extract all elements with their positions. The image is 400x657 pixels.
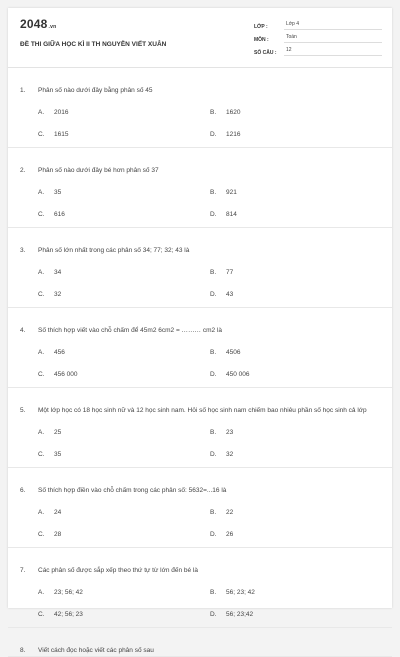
exam-header bbox=[8, 8, 392, 68]
answer-option[interactable] bbox=[210, 363, 382, 385]
option-key: C. bbox=[38, 370, 45, 378]
option-text: 32 bbox=[226, 450, 234, 458]
option-text: 1615 bbox=[54, 130, 69, 138]
exam-meta bbox=[254, 18, 382, 57]
question-text: Một lớp học có 18 học sinh nữ và 12 học sinh nam. Hỏi số học sinh nam chiếm bao nhiêu phần số học sinh cả lớp bbox=[38, 407, 367, 414]
answer-option[interactable] bbox=[210, 203, 382, 225]
meta-class-row bbox=[254, 18, 382, 30]
option-key: D. bbox=[210, 290, 217, 298]
answer-option[interactable] bbox=[210, 123, 382, 145]
meta-class-label: LỚP : bbox=[254, 24, 268, 30]
option-key: C. bbox=[38, 130, 45, 138]
answer-option[interactable] bbox=[210, 101, 382, 123]
answer-option[interactable] bbox=[38, 101, 210, 123]
option-text: 921 bbox=[226, 188, 237, 196]
question-head bbox=[20, 405, 380, 416]
question-list bbox=[8, 68, 392, 657]
answer-option[interactable] bbox=[210, 341, 382, 363]
exam-title: ĐỀ THI GIỮA HỌC KÌ II TH NGUYỄN VIẾT XUÂN bbox=[20, 41, 167, 48]
answer-options bbox=[38, 181, 380, 225]
option-key: B. bbox=[210, 108, 217, 116]
question-number: 8. bbox=[20, 647, 26, 654]
option-key: C. bbox=[38, 290, 45, 298]
question-number: 7. bbox=[20, 567, 26, 574]
option-text: 814 bbox=[226, 210, 237, 218]
question-item bbox=[8, 468, 392, 548]
logo-suffix: .vn bbox=[48, 24, 57, 30]
option-key: C. bbox=[38, 530, 45, 538]
option-text: 2016 bbox=[54, 108, 69, 116]
question-item bbox=[8, 628, 392, 657]
answer-options bbox=[38, 101, 380, 145]
answer-option[interactable] bbox=[38, 523, 210, 545]
question-head bbox=[20, 485, 380, 496]
question-head bbox=[20, 325, 380, 336]
answer-option[interactable] bbox=[210, 261, 382, 283]
question-number: 1. bbox=[20, 87, 26, 94]
option-key: D. bbox=[210, 610, 217, 618]
question-text: Số thích hợp điền vào chỗ chấm trong các phân số: 5632=...16 là bbox=[38, 487, 227, 494]
answer-option[interactable] bbox=[38, 603, 210, 625]
answer-options bbox=[38, 261, 380, 305]
question-text: Số thích hợp viết vào chỗ chấm để 45m2 6cm2 = ……… cm2 là bbox=[38, 327, 222, 334]
question-text: Phân số nào dưới đây bé hơn phân số 37 bbox=[38, 167, 159, 174]
question-head bbox=[20, 165, 380, 176]
question-item bbox=[8, 308, 392, 388]
option-text: 25 bbox=[54, 428, 62, 436]
question-head bbox=[20, 565, 380, 576]
question-item bbox=[8, 548, 392, 628]
option-key: A. bbox=[38, 428, 45, 436]
option-text: 35 bbox=[54, 188, 62, 196]
logo-main: 2048 bbox=[20, 17, 48, 31]
option-text: 450 006 bbox=[226, 370, 250, 378]
option-text: 35 bbox=[54, 450, 62, 458]
question-head bbox=[20, 645, 380, 656]
option-key: A. bbox=[38, 188, 45, 196]
meta-class-value: Lớp 4 bbox=[284, 21, 382, 30]
question-text: Phân số nào dưới đây bằng phân số 45 bbox=[38, 87, 153, 94]
meta-subject-value: Toán bbox=[284, 34, 382, 43]
option-key: A. bbox=[38, 508, 45, 516]
option-key: D. bbox=[210, 530, 217, 538]
option-text: 43 bbox=[226, 290, 234, 298]
answer-option[interactable] bbox=[38, 341, 210, 363]
option-text: 32 bbox=[54, 290, 62, 298]
option-text: 24 bbox=[54, 508, 62, 516]
option-key: B. bbox=[210, 268, 217, 276]
question-item bbox=[8, 148, 392, 228]
question-number: 2. bbox=[20, 167, 26, 174]
answer-option[interactable] bbox=[210, 501, 382, 523]
option-key: A. bbox=[38, 268, 45, 276]
option-text: 23 bbox=[226, 428, 234, 436]
question-text: Viết cách đọc hoặc viết các phân số sau bbox=[38, 647, 154, 654]
answer-option[interactable] bbox=[210, 603, 382, 625]
meta-count-label: SỐ CÂU : bbox=[254, 50, 277, 56]
answer-option[interactable] bbox=[210, 283, 382, 305]
option-key: D. bbox=[210, 130, 217, 138]
meta-subject-row bbox=[254, 31, 382, 43]
option-text: 23; 56; 42 bbox=[54, 588, 83, 596]
question-head bbox=[20, 245, 380, 256]
answer-option[interactable] bbox=[38, 181, 210, 203]
option-text: 56; 23;42 bbox=[226, 610, 254, 618]
option-key: A. bbox=[38, 108, 45, 116]
answer-option[interactable] bbox=[210, 523, 382, 545]
option-key: D. bbox=[210, 210, 217, 218]
question-text: Phân số lớn nhất trong các phân số 34; 77; 32; 43 là bbox=[38, 247, 190, 254]
answer-option[interactable] bbox=[38, 501, 210, 523]
option-key: D. bbox=[210, 370, 217, 378]
question-head bbox=[20, 85, 380, 96]
answer-options bbox=[38, 341, 380, 385]
option-text: 1620 bbox=[226, 108, 241, 116]
option-text: 42; 56; 23 bbox=[54, 610, 83, 618]
question-item bbox=[8, 388, 392, 468]
meta-subject-label: MÔN : bbox=[254, 37, 269, 43]
answer-options bbox=[38, 501, 380, 545]
answer-option[interactable] bbox=[210, 181, 382, 203]
option-key: C. bbox=[38, 210, 45, 218]
answer-option[interactable] bbox=[38, 363, 210, 385]
option-text: 77 bbox=[226, 268, 234, 276]
option-key: B. bbox=[210, 508, 217, 516]
option-key: C. bbox=[38, 610, 45, 618]
answer-option[interactable] bbox=[38, 283, 210, 305]
option-key: B. bbox=[210, 588, 217, 596]
question-number: 3. bbox=[20, 247, 26, 254]
option-key: B. bbox=[210, 348, 217, 356]
question-text: Các phân số được sắp xếp theo thứ tự từ lớn đến bé là bbox=[38, 567, 198, 574]
option-text: 34 bbox=[54, 268, 62, 276]
option-text: 22 bbox=[226, 508, 234, 516]
answer-option[interactable] bbox=[38, 421, 210, 443]
question-number: 6. bbox=[20, 487, 26, 494]
option-text: 56; 23; 42 bbox=[226, 588, 255, 596]
option-key: D. bbox=[210, 450, 217, 458]
meta-count-value: 12 bbox=[284, 47, 382, 56]
option-key: A. bbox=[38, 348, 45, 356]
option-text: 4506 bbox=[226, 348, 241, 356]
option-key: B. bbox=[210, 428, 217, 436]
option-text: 456 000 bbox=[54, 370, 78, 378]
site-logo[interactable] bbox=[20, 17, 56, 31]
answer-option[interactable] bbox=[210, 421, 382, 443]
option-key: C. bbox=[38, 450, 45, 458]
answer-option[interactable] bbox=[38, 203, 210, 225]
answer-options bbox=[38, 581, 380, 625]
option-text: 1216 bbox=[226, 130, 241, 138]
question-item bbox=[8, 228, 392, 308]
answer-option[interactable] bbox=[38, 261, 210, 283]
question-number: 5. bbox=[20, 407, 26, 414]
option-key: B. bbox=[210, 188, 217, 196]
option-text: 616 bbox=[54, 210, 65, 218]
answer-option[interactable] bbox=[210, 443, 382, 465]
answer-option[interactable] bbox=[38, 123, 210, 145]
answer-option[interactable] bbox=[38, 443, 210, 465]
question-number: 4. bbox=[20, 327, 26, 334]
option-text: 28 bbox=[54, 530, 62, 538]
answer-options bbox=[38, 421, 380, 465]
exam-sheet bbox=[8, 8, 392, 654]
meta-count-row bbox=[254, 44, 382, 56]
question-item bbox=[8, 68, 392, 148]
option-text: 456 bbox=[54, 348, 65, 356]
option-text: 26 bbox=[226, 530, 234, 538]
option-key: A. bbox=[38, 588, 45, 596]
